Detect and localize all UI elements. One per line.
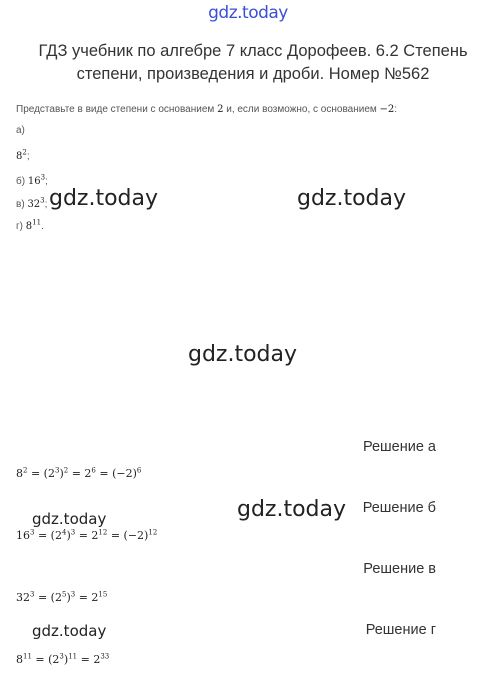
- solution-g-formula: $8^{11} = (2^3)^{11} = 2^{33}$: [16, 652, 110, 666]
- task-item-g-label: г): [16, 221, 23, 232]
- task-item-v-exp: 3: [40, 196, 45, 205]
- task-item-a-exp: 2: [22, 148, 27, 157]
- task-item-v-base: 32: [27, 199, 41, 210]
- solution-a-formula: $8^2 = (2^3)^2 = 2^6 = (-2)^6$: [16, 466, 142, 480]
- task-item-b-label: б): [16, 176, 26, 187]
- watermark: gdz.today: [32, 622, 107, 640]
- task-prompt-end: :: [394, 104, 398, 115]
- watermark: gdz.today: [32, 510, 107, 528]
- solution-heading-v: Решение в: [363, 561, 436, 577]
- solution-heading-a: Решение а: [362, 439, 436, 455]
- site-logo[interactable]: gdz.today: [208, 3, 288, 23]
- solution-v-formula: $32^3 = (2^5)^3 = 2^{15}$: [16, 590, 108, 604]
- task-item-g: г) $8^{11}$.: [16, 218, 44, 232]
- solution-heading-b: Решение б: [362, 500, 436, 516]
- watermark: gdz.today: [49, 186, 159, 211]
- page-title: ГДЗ учебник по алгебре 7 класс Дорофеев. 6.2 Степень степени, произведения и дроби. Номер №562: [38, 42, 468, 83]
- task-item-b-exp: 3: [40, 173, 46, 182]
- task-item-b-base: 16: [27, 176, 41, 187]
- task-prompt-start: Представьте в виде степени с основанием: [16, 104, 218, 115]
- task-item-g-base: 8: [25, 221, 33, 232]
- task-item-g-exp: 11: [32, 218, 42, 227]
- task-item-v-label: в): [16, 199, 25, 210]
- task-item-a-label: а): [16, 125, 25, 136]
- task-base-main: 2: [217, 104, 224, 115]
- watermark: gdz.today: [188, 342, 298, 367]
- solution-b-formula: $16^3 = (2^4)^3 = 2^{12} = (-2)^{12}$: [16, 528, 158, 542]
- task-item-v: в) $32^3$;: [16, 196, 48, 210]
- solution-heading-g: Решение г: [365, 622, 436, 638]
- task-item-a-base: 8: [16, 151, 23, 162]
- task-prompt-mid: и, если возможно, с основанием: [223, 104, 380, 115]
- task-item-b: б) $16^3$;: [16, 173, 48, 187]
- task-prompt: [16, 104, 397, 115]
- task-item-a-expression: $8^2$;: [16, 148, 30, 162]
- task-base-alt: −2: [379, 104, 395, 115]
- watermark: gdz.today: [237, 497, 347, 522]
- watermark: gdz.today: [297, 186, 407, 211]
